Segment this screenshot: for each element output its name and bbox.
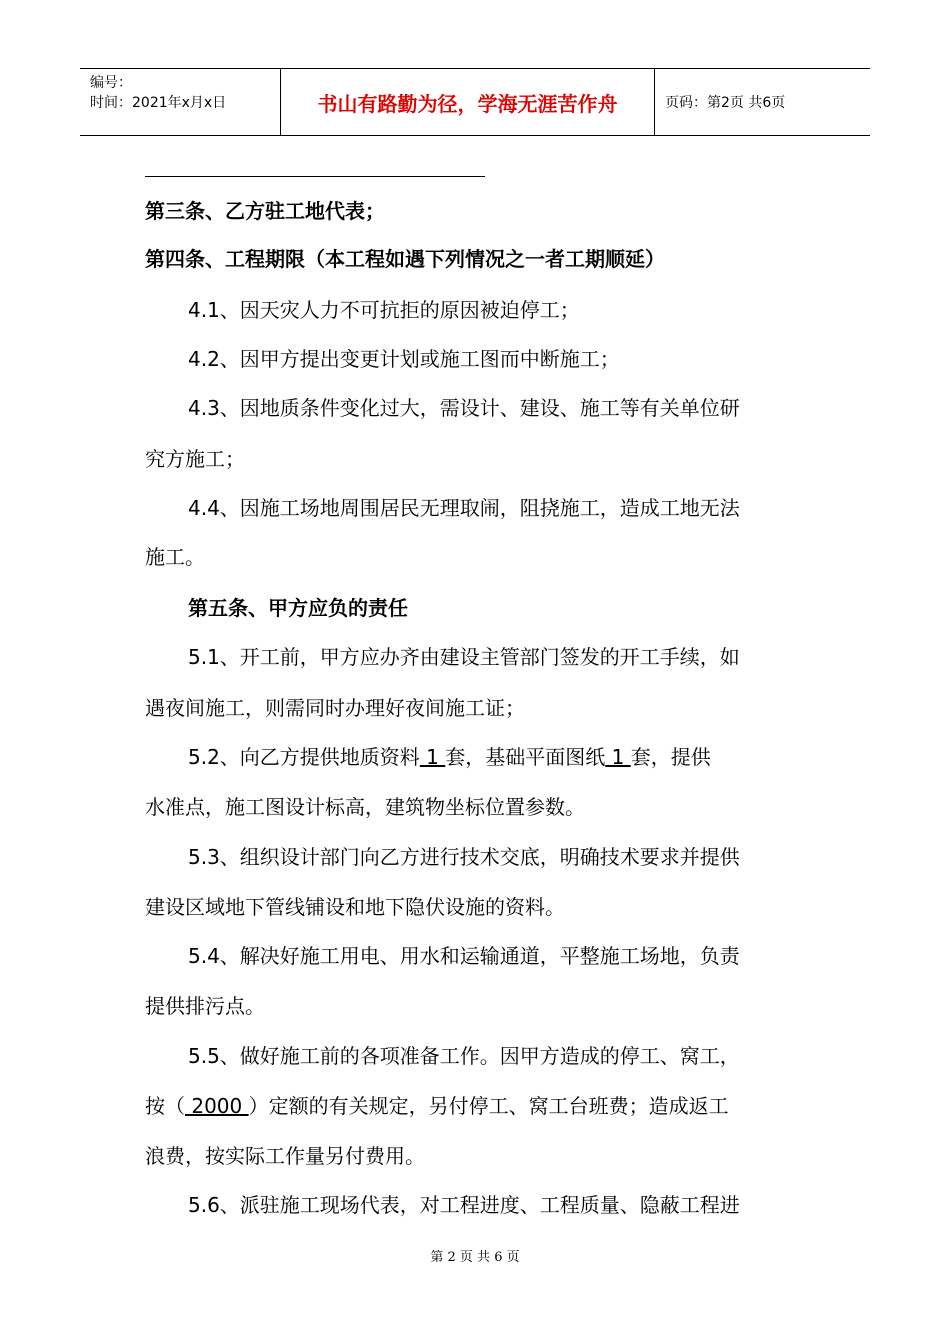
- quota-year-value: 2000: [185, 1094, 249, 1118]
- clause-5-2: [188, 743, 711, 771]
- clause-4-4-cont: 施工。: [145, 545, 205, 569]
- page-footer: 第 2 页 共 6 页: [430, 1250, 520, 1265]
- clause-5-6: 5.6、派驻施工现场代表，对工程进度、工程质量、隐蔽工程进: [188, 1193, 740, 1217]
- article-5-heading: 第五条、甲方应负的责任: [188, 596, 408, 620]
- clause-4-3: 4.3、因地质条件变化过大，需设计、建设、施工等有关单位研: [188, 396, 740, 420]
- clause-5-5-cont2: 浪费，按实际工作量另付费用。: [145, 1144, 425, 1168]
- clause-5-5: 5.5、做好施工前的各项准备工作。因甲方造成的停工、窝工，: [188, 1044, 740, 1068]
- clause-5-2-part1: 5.2、向乙方提供地质资料: [188, 745, 420, 769]
- clause-5-4-cont: 提供排污点。: [145, 994, 265, 1018]
- clause-4-1: 4.1、因天灾人力不可抗拒的原因被迫停工；: [188, 298, 580, 322]
- clause-5-5-part2: ）定额的有关规定，另付停工、窝工台班费；造成返工: [248, 1094, 729, 1118]
- header-table: [80, 68, 870, 136]
- clause-5-5-part1: 按（: [145, 1094, 185, 1118]
- geology-sets-value: 1: [419, 745, 446, 769]
- plan-sets-value: 1: [605, 745, 631, 769]
- clause-4-3-cont: 究方施工；: [145, 447, 245, 471]
- time-label: 时间：2021年x月x日: [90, 95, 227, 111]
- clause-5-2-part2: 套，基础平面图纸: [445, 745, 606, 769]
- article-4-heading: 第四条、工程期限（本工程如遇下列情况之一者工期顺延）: [145, 247, 665, 271]
- motto: 书山有路勤为径，学海无涯苦作舟: [281, 69, 655, 135]
- article-3-heading: 第三条、乙方驻工地代表；: [145, 199, 385, 223]
- number-label: 编号：: [90, 75, 132, 91]
- blank-underline: [145, 176, 485, 177]
- clause-5-3-cont: 建设区域地下管线铺设和地下隐伏设施的资料。: [145, 895, 565, 919]
- clause-4-2: 4.2、因甲方提出变更计划或施工图而中断施工；: [188, 347, 620, 371]
- clause-5-2-cont: 水准点，施工图设计标高，建筑物坐标位置参数。: [145, 795, 585, 819]
- page-info: 页码：第2页 共6页: [665, 95, 786, 111]
- clause-5-1-cont: 遇夜间施工，则需同时办理好夜间施工证；: [145, 696, 525, 720]
- clause-5-5-cont: [145, 1092, 729, 1120]
- clause-5-2-part3: 套，提供: [630, 745, 711, 769]
- clause-5-4: 5.4、解决好施工用电、用水和运输通道，平整施工场地，负责: [188, 944, 740, 968]
- header-left-cell: [80, 69, 281, 135]
- clause-4-4: 4.4、因施工场地周围居民无理取闹，阻挠施工，造成工地无法: [188, 496, 740, 520]
- clause-5-3: 5.3、组织设计部门向乙方进行技术交底，明确技术要求并提供: [188, 845, 740, 869]
- clause-5-1: 5.1、开工前，甲方应办齐由建设主管部门签发的开工手续，如: [188, 645, 740, 669]
